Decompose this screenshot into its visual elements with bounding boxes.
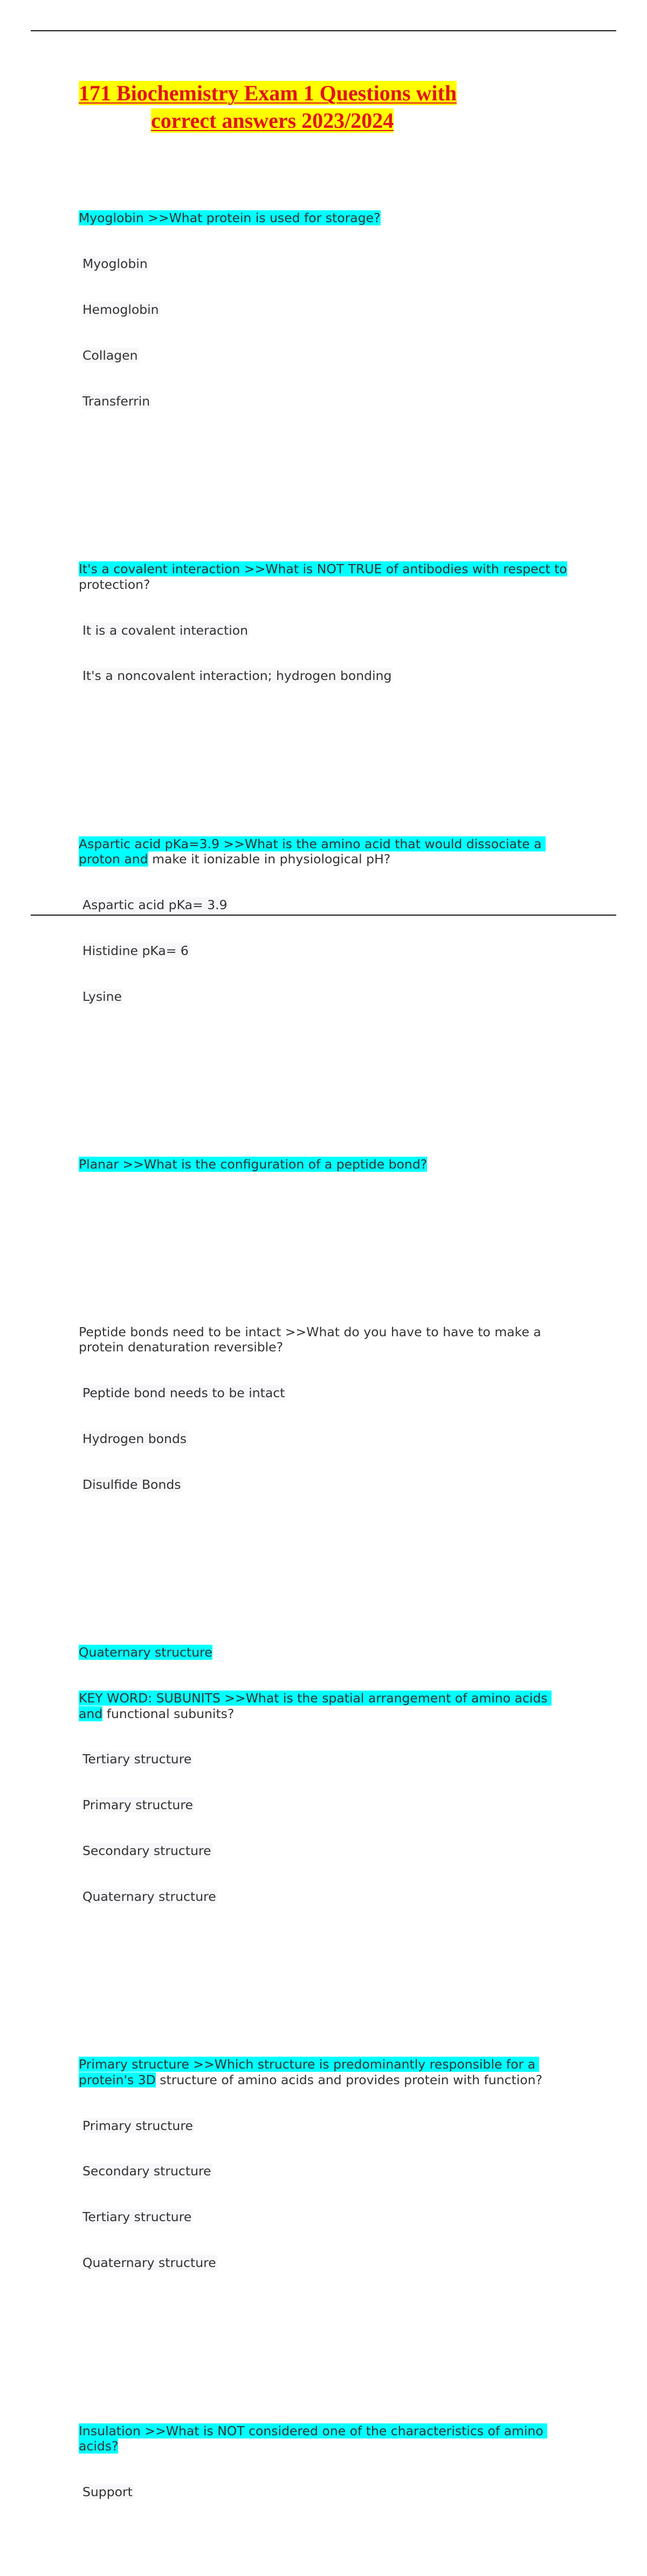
spacer	[79, 2332, 575, 2347]
document-title	[79, 79, 575, 134]
spacer	[79, 1233, 575, 1248]
answer-option: Tertiary structure	[82, 2209, 192, 2225]
answer-option: Primary structure	[82, 2118, 193, 2133]
question-answer-label: Quaternary structure	[79, 1645, 212, 1660]
spacer	[79, 1554, 575, 1569]
answer-option: Aspartic acid pKa= 3.9	[82, 897, 228, 912]
answer-option: Lysine	[82, 988, 122, 1004]
question-item	[79, 1294, 575, 1523]
answer-option: Histidine pKa= 6	[82, 943, 189, 958]
spacer	[79, 1966, 575, 1981]
spacer	[79, 470, 575, 485]
question-item	[79, 1126, 575, 1202]
title-line-1: 171 Biochemistry Exam 1 Questions with	[79, 81, 457, 105]
spacer	[79, 745, 575, 760]
answer-option: Tertiary structure	[82, 1751, 192, 1767]
answer-option: Secondary structure	[82, 2163, 211, 2179]
answer-option: It is a covalent interaction	[82, 622, 248, 638]
answer-option: It's a noncovalent interaction; hydrogen bonding	[82, 668, 392, 684]
answer-option: Hydrogen bonds	[82, 1431, 187, 1447]
question-item	[79, 2393, 575, 2530]
answer-option: Hemoglobin	[82, 302, 159, 318]
answer-option: Peptide bond needs to be intact	[82, 1385, 285, 1401]
answer-option: Transferrin	[82, 394, 150, 409]
answer-option: Quaternary structure	[82, 2255, 216, 2271]
question-text: Peptide bonds need to be intact >>What do you have to have to make a protein denaturation reversible?	[79, 1324, 546, 1355]
answer-option: Myoglobin	[82, 256, 148, 272]
question-item	[79, 806, 575, 1034]
question-item	[79, 180, 575, 439]
document-body	[79, 79, 575, 2576]
question-text: KEY WORD: SUBUNITS >>What is the spatial arrangement of amino acids and functional subunits?	[79, 1691, 552, 1721]
answer-option: Primary structure	[82, 1797, 193, 1813]
question-text: Insulation >>What is NOT considered one of the characteristics of amino acids?	[79, 2423, 548, 2454]
question-text: It's a covalent interaction >>What is NOT TRUE of antibodies with respect to protection?	[79, 561, 572, 592]
bottom-rule	[31, 915, 616, 916]
question-text: Aspartic acid pKa=3.9 >>What is the amino acid that would dissociate a proton and make it ionizable in physiological pH?	[79, 836, 546, 867]
question-item	[79, 531, 575, 715]
answer-option: Quaternary structure	[82, 1889, 216, 1905]
title-line-2: correct answers 2023/2024	[151, 108, 394, 133]
question-list	[79, 134, 575, 2576]
answer-option: Disulfide Bonds	[82, 1477, 181, 1493]
answer-option: Collagen	[82, 348, 138, 363]
question-text: Primary structure >>Which structure is predominantly responsible for a protein's 3D structure of amino acids and provides protein with function?	[79, 2057, 542, 2087]
question-item	[79, 2027, 575, 2301]
question-text: Myoglobin >>What protein is used for storage?	[79, 210, 381, 226]
question-text: Planar >>What is the configuration of a peptide bond?	[79, 1156, 428, 1172]
answer-option: Support	[82, 2484, 133, 2499]
answer-option: Secondary structure	[82, 1843, 211, 1859]
question-item	[79, 1615, 575, 1935]
spacer	[79, 1065, 575, 1080]
top-rule	[31, 30, 616, 31]
